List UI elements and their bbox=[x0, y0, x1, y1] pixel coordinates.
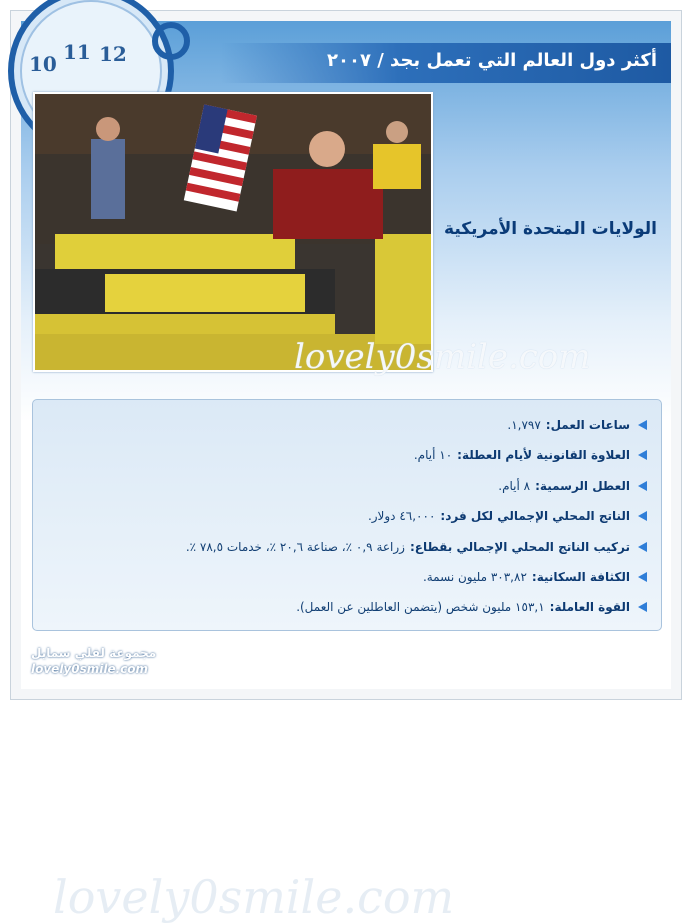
title-bar bbox=[221, 43, 671, 83]
content-panel bbox=[21, 21, 671, 924]
arrow-left-icon bbox=[638, 450, 647, 460]
list-item: العلاوة القانونية لأيام العطلة: ١٠ أيام. bbox=[414, 448, 647, 462]
watermark-text-secondary: lovely0smile.com bbox=[53, 870, 455, 924]
list-item: تركيب الناتج المحلي الإجمالي بقطاع: زراعة ٠,٩ ٪، صناعة ٢٠,٦ ٪، خدمات ٧٨,٥ ٪. bbox=[186, 540, 647, 554]
country-heading: الولايات المتحدة الأمريكية bbox=[444, 219, 657, 239]
list-item: ساعات العمل: ١,٧٩٧. bbox=[507, 418, 647, 432]
list-item: العطل الرسمية: ٨ أيام. bbox=[498, 479, 647, 493]
svg-text:11: 11 bbox=[63, 40, 91, 64]
group-logo-site: lovely0smile.com bbox=[31, 662, 149, 676]
group-logo-name: مجموعة لفلي سمايل bbox=[31, 646, 157, 660]
list-item: الناتج المحلي الإجمالي لكل فرد: ٤٦,٠٠٠ دولار. bbox=[368, 509, 647, 523]
page-title: أكثر دول العالم التي تعمل بجد / ٢٠٠٧ bbox=[326, 50, 657, 71]
arrow-left-icon bbox=[638, 481, 647, 491]
arrow-left-icon bbox=[638, 511, 647, 521]
arrow-left-icon bbox=[638, 602, 647, 612]
arrow-left-icon bbox=[638, 572, 647, 582]
list-item: القوة العاملة: ١٥٣,١ مليون شخص (يتضمن العاطلين عن العمل). bbox=[296, 600, 647, 614]
worker-photo bbox=[33, 92, 433, 372]
arrow-left-icon bbox=[638, 542, 647, 552]
list-item: الكثافة السكانية: ٣٠٣,٨٢ مليون نسمة. bbox=[423, 570, 647, 584]
watermark-text: lovely0smile.com bbox=[294, 337, 591, 377]
arrow-left-icon bbox=[638, 420, 647, 430]
svg-text:10: 10 bbox=[29, 52, 57, 76]
svg-text:12: 12 bbox=[99, 42, 127, 66]
